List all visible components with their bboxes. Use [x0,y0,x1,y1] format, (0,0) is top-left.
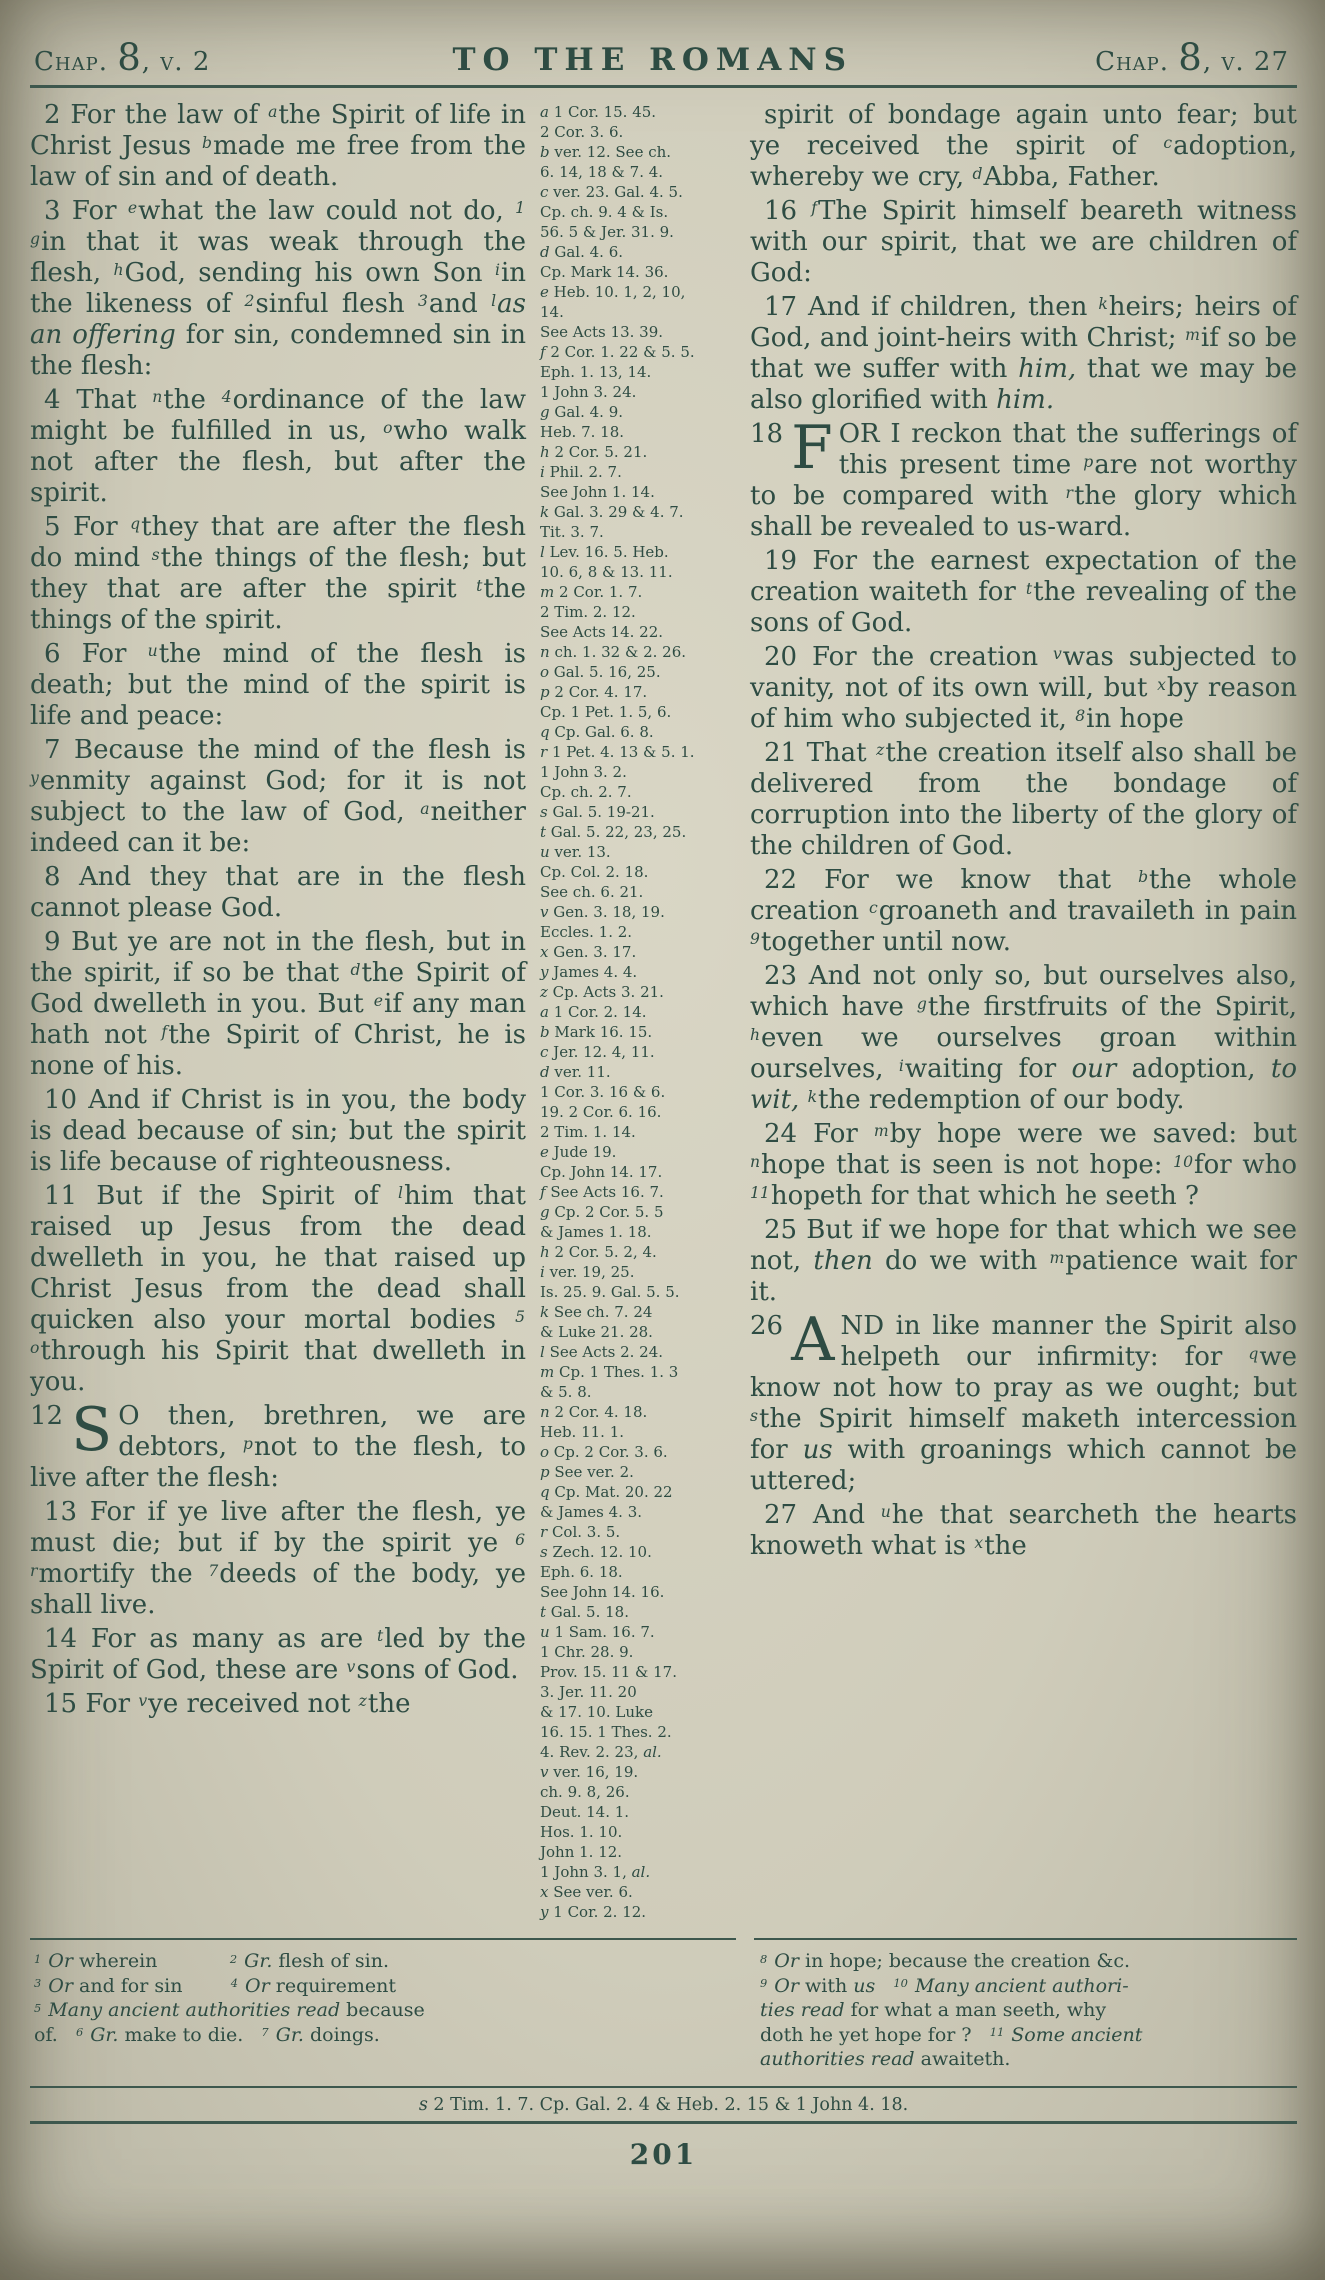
reference-line: v ver. 16, 19. [540,1763,639,1781]
reference-line: s Zech. 12. 10. [540,1543,652,1561]
main-text-area [30,100,1297,1922]
verse: 6 For $^u$the mind of the flesh is death; but the mind of the spirit is life and peace: [30,639,526,731]
reference-line: s Gal. 5. 19-21. [540,803,655,821]
reference-line: t Gal. 5. 22, 23, 25. [540,823,687,841]
verse-number: 18 [750,419,784,449]
reference-line: 16. 15. 1 Thes. 2. [540,1723,672,1741]
footnote-line: $^5$ Many ancient authorities read because [34,1999,425,2021]
reference-line: y James 4. 4. [540,963,638,981]
reference-line: & James 1. 18. [540,1223,652,1241]
reference-line: x See ver. 6. [540,1883,633,1901]
verse: 18 F OR I reckon that the sufferings of this present time $^p$are not worthy to be compared with $^r$the glory which shall be revealed to us-ward. [750,413,1297,542]
drop-cap: S [71,1395,113,1465]
reference-line: Cp. ch. 2. 7. [540,783,632,801]
footnote-line: $^1$ Or wherein $^2$ Gr. flesh of sin. [34,1950,389,1972]
reference-line: l Lev. 16. 5. Heb. [540,543,669,561]
reference-line: o Cp. 2 Cor. 3. 6. [540,1443,668,1461]
reference-line: u 1 Sam. 16. 7. [540,1623,655,1641]
reference-line: Cp. Mark 14. 36. [540,263,669,281]
footnote-line: ties read for what a man seeth, why [760,1999,1107,2021]
reference-line: 10. 6, 8 & 13. 11. [540,563,673,581]
footnote-line: $^9$ Or with us $^{10}$ Many ancient authori- [760,1974,1129,1997]
reference-line: o Gal. 5. 16, 25. [540,663,661,681]
reference-line: John 1. 12. [540,1843,623,1861]
verse: 13 For if ye live after the flesh, ye must die; but if by the spirit ye $^6$ $^r$mortify the $^7$deeds of the body, ye shall live. [30,1497,526,1620]
reference-line: Heb. 7. 18. [540,423,625,441]
reference-line: 56. 5 & Jer. 31. 9. [540,223,674,241]
reference-line: See Acts 14. 22. [540,623,664,641]
reference-line: Eph. 1. 13, 14. [540,363,652,381]
reference-line: e Jude 19. [540,1143,617,1161]
reference-line: i ver. 19, 25. [540,1263,635,1281]
verse: 25 But if we hope for that which we see not, then do we with $^m$patience wait for it. [750,1215,1297,1307]
reference-line: v Gen. 3. 18, 19. [540,903,665,921]
reference-line: k Gal. 3. 29 & 4. 7. [540,503,684,521]
reference-line: 1 Chr. 28. 9. [540,1643,634,1661]
verse: 16 $^f$The Spirit himself beareth witness with our spirit, that we are children of God: [750,196,1297,288]
reference-line: h 2 Cor. 5. 2, 4. [540,1243,657,1261]
reference-line: q Cp. Mat. 20. 22 [540,1483,673,1501]
reference-line: e Heb. 10. 1, 2, 10, [540,283,686,301]
reference-line: Deut. 14. 1. [540,1803,630,1821]
chapter-ref-left: Chap. 8, v. 2 [34,36,211,79]
footnotes-area [30,1938,1297,2076]
reference-line: 2 Tim. 1. 14. [540,1123,636,1141]
reference-line: & James 4. 3. [540,1503,643,1521]
verse-number: 26 [750,1311,784,1341]
reference-line: Cp. ch. 9. 4 & Is. [540,203,669,221]
verse: 5 For $^q$they that are after the flesh do mind $^s$the things of the flesh; but they that are after the spirit $^t$the things of the spirit. [30,512,526,635]
reference-line: 6. 14, 18 & 7. 4. [540,163,664,181]
verse: 7 Because the mind of the flesh is $^y$enmity against God; for it is not subject to the law of God, $^a$neither indeed can it be: [30,735,526,858]
reference-line: Prov. 15. 11 & 17. [540,1663,677,1681]
reference-line: r Col. 3. 5. [540,1523,621,1541]
footnotes-left [30,1938,736,2076]
verse: 11 But if the Spirit of $^l$him that raised up Jesus from the dead dwelleth in you, he that raised up Christ Jesus from the dead shall quicken also your mortal bodies $^5$ $^o$through his Spirit that dwelleth in you. [30,1181,526,1397]
reference-line: a 1 Cor. 15. 45. [540,103,657,121]
footnote-line: authorities read awaiteth. [760,2048,1011,2070]
footnote-line: $^3$ Or and for sin $^4$ Or requirement [34,1974,397,1997]
reference-line: h 2 Cor. 5. 21. [540,443,648,461]
verse: 17 And if children, then $^k$heirs; heirs of God, and joint-heirs with Christ; $^m$if so be that we suffer with him, that we may be also glorified with him. [750,292,1298,415]
reference-line: m Cp. 1 Thes. 1. 3 [540,1363,679,1381]
reference-line: n ch. 1. 32 & 2. 26. [540,643,687,661]
reference-line: t Gal. 5. 18. [540,1603,629,1621]
reference-line: & Luke 21. 28. [540,1323,653,1341]
reference-line: 3. Jer. 11. 20 [540,1683,637,1701]
bottom-reference-row [30,2086,1297,2124]
reference-line: 2 Cor. 3. 6. [540,123,624,141]
verse: 14 For as many as are $^t$led by the Spirit of God, these are $^v$sons of God. [30,1624,526,1685]
reference-line: f See Acts 16. 7. [540,1183,664,1201]
reference-line: d Gal. 4. 6. [540,243,624,261]
drop-cap: F [791,413,833,483]
reference-line: u ver. 13. [540,843,611,861]
reference-line: See Acts 13. 39. [540,323,664,341]
reference-line: 19. 2 Cor. 6. 16. [540,1103,662,1121]
verse: 21 That $^z$the creation itself also shall be delivered from the bondage of corruption into the liberty of the glory of the children of God. [750,738,1298,861]
reference-line: & 17. 10. Luke [540,1703,653,1721]
reference-line: p 2 Cor. 4. 17. [540,683,648,701]
reference-line: g Gal. 4. 9. [540,403,624,421]
verse: spirit of bondage again unto fear; but ye received the spirit of $^c$adoption, whereby we cry, $^d$Abba, Father. [750,100,1297,192]
reference-line: 1 Cor. 3. 16 & 6. [540,1083,666,1101]
reference-line: b ver. 12. See ch. [540,143,672,161]
footnote-line: doth he yet hope for ? $^{11}$ Some ancient [760,2023,1143,2046]
reference-line: ch. 9. 8, 26. [540,1783,630,1801]
reference-line: l See Acts 2. 24. [540,1343,664,1361]
reference-line: b Mark 16. 15. [540,1023,653,1041]
verse: 10 And if Christ is in you, the body is dead because of sin; but the spirit is life because of righteousness. [30,1085,526,1177]
reference-line: Cp. John 14. 17. [540,1163,663,1181]
verse-number: 12 [30,1401,64,1431]
verse: 12 S O then, brethren, we are debtors, $^p$not to the flesh, to live after the flesh: [30,1395,526,1493]
reference-line: f 2 Cor. 1. 22 & 5. 5. [540,343,695,361]
reference-line: n 2 Cor. 4. 18. [540,1403,648,1421]
reference-line: & 5. 8. [540,1383,592,1401]
reference-line: r 1 Pet. 4. 13 & 5. 1. [540,743,695,761]
reference-line: d ver. 11. [540,1063,611,1081]
verse: 22 For we know that $^b$the whole creation $^c$groaneth and travaileth in pain $^9$together until now. [750,865,1298,957]
footnotes-right [754,1938,1297,2076]
reference-line: Heb. 11. 1. [540,1423,625,1441]
reference-line: c Jer. 12. 4, 11. [540,1043,655,1061]
book-title: TO THE ROMANS [452,42,853,78]
verse: 9 But ye are not in the flesh, but in the spirit, if so be that $^d$the Spirit of God dwelleth in you. But $^e$if any man hath not $^f$the Spirit of Christ, he is none of his. [30,927,526,1081]
reference-line: Eccles. 1. 2. [540,923,633,941]
reference-line: y 1 Cor. 2. 12. [540,1903,647,1921]
reference-line: 1 John 3. 1, al. [540,1863,651,1881]
verse: 23 And not only so, but ourselves also, which have $^g$the firstfruits of the Spirit, $^h$even we ourselves groan within ourselves, $^i$waiting for our adoption, to wit, $^k$the redemption of our body. [750,961,1297,1115]
reference-line: 1 John 3. 2. [540,763,627,781]
reference-line: 14. [540,303,564,321]
reference-line: x Gen. 3. 17. [540,943,637,961]
page-number: 201 [629,2137,698,2171]
reference-line: See John 1. 14. [540,483,655,501]
reference-line: q Cp. Gal. 6. 8. [540,723,654,741]
verse: 20 For the creation $^v$was subjected to vanity, not of its own will, but $^x$by reason of him who subjected it, $^8$in hope [750,642,1298,734]
reference-line: 1 John 3. 24. [540,383,637,401]
verse: 24 For $^m$by hope were we saved: but $^n$hope that is seen is not hope: $^{10}$for who $^{11}$hopeth for that which he seeth ? [750,1119,1297,1211]
verse: 15 For $^v$ye received not $^z$the [44,1689,411,1719]
chapter-ref-right: Chap. 8, v. 27 [1095,36,1289,79]
verse: 27 And $^u$he that searcheth the hearts knoweth what is $^x$the [750,1500,1297,1561]
reference-line: See John 14. 16. [540,1583,665,1601]
reference-line: k See ch. 7. 24 [540,1303,653,1321]
reference-line: 4. Rev. 2. 23, al. [540,1743,662,1761]
reference-line: See ch. 6. 21. [540,883,644,901]
reference-line: a 1 Cor. 2. 14. [540,1003,647,1021]
verse: 3 For $^e$what the law could not do, $^1$ $^g$in that it was weak through the flesh, $^h$God, sending his own Son $^i$in the likeness of $^2$sinful flesh $^3$and $^l$as an offering for sin, condemned sin in the flesh: [30,196,526,381]
verse: 26 A ND in like manner the Spirit also helpeth our infirmity: for $^q$we know not how to pray as we ought; but $^s$the Spirit himself maketh intercession for us with groanings which cannot be uttered; [750,1305,1297,1496]
right-text-column [750,100,1297,1565]
reference-column [540,102,738,1922]
reference-line: m 2 Cor. 1. 7. [540,583,643,601]
reference-line: Eph. 6. 18. [540,1563,623,1581]
reference-line: Tit. 3. 7. [540,523,604,541]
header-rule [30,85,1297,88]
reference-line: c ver. 23. Gal. 4. 5. [540,183,683,201]
verse: 19 For the earnest expectation of the creation waiteth for $^t$the revealing of the sons of God. [750,546,1297,638]
reference-line: Cp. Col. 2. 18. [540,863,649,881]
footnote-line: of. $^6$ Gr. make to die. $^7$ Gr. doings. [34,2023,380,2046]
reference-line: p See ver. 2. [540,1463,634,1481]
reference-line: g Cp. 2 Cor. 5. 5 [540,1203,664,1221]
reference-line: 2 Tim. 2. 12. [540,603,636,621]
page-header [30,36,1297,85]
reference-line: Hos. 1. 10. [540,1823,623,1841]
reference-line: z Cp. Acts 3. 21. [540,983,664,1001]
drop-cap: A [791,1305,835,1375]
verse: 4 That $^n$the $^4$ordinance of the law might be fulfilled in us, $^o$who walk not after the flesh, but after the spirit. [30,385,526,508]
footnote-line: $^8$ Or in hope; because the creation &c. [760,1950,1131,1972]
verse: 2 For the law of $^a$the Spirit of life in Christ Jesus $^b$made me free from the law of sin and of death. [30,100,526,192]
left-text-column [30,100,526,1723]
reference-line: Is. 25. 9. Gal. 5. 5. [540,1283,680,1301]
center-reference: s 2 Tim. 1. 7. Cp. Gal. 2. 4 & Heb. 2. 15 & 1 John 4. 18. [418,2094,909,2115]
verse: 8 And they that are in the flesh cannot please God. [30,862,526,923]
reference-line: Cp. 1 Pet. 1. 5, 6. [540,703,672,721]
reference-line: i Phil. 2. 7. [540,463,622,481]
